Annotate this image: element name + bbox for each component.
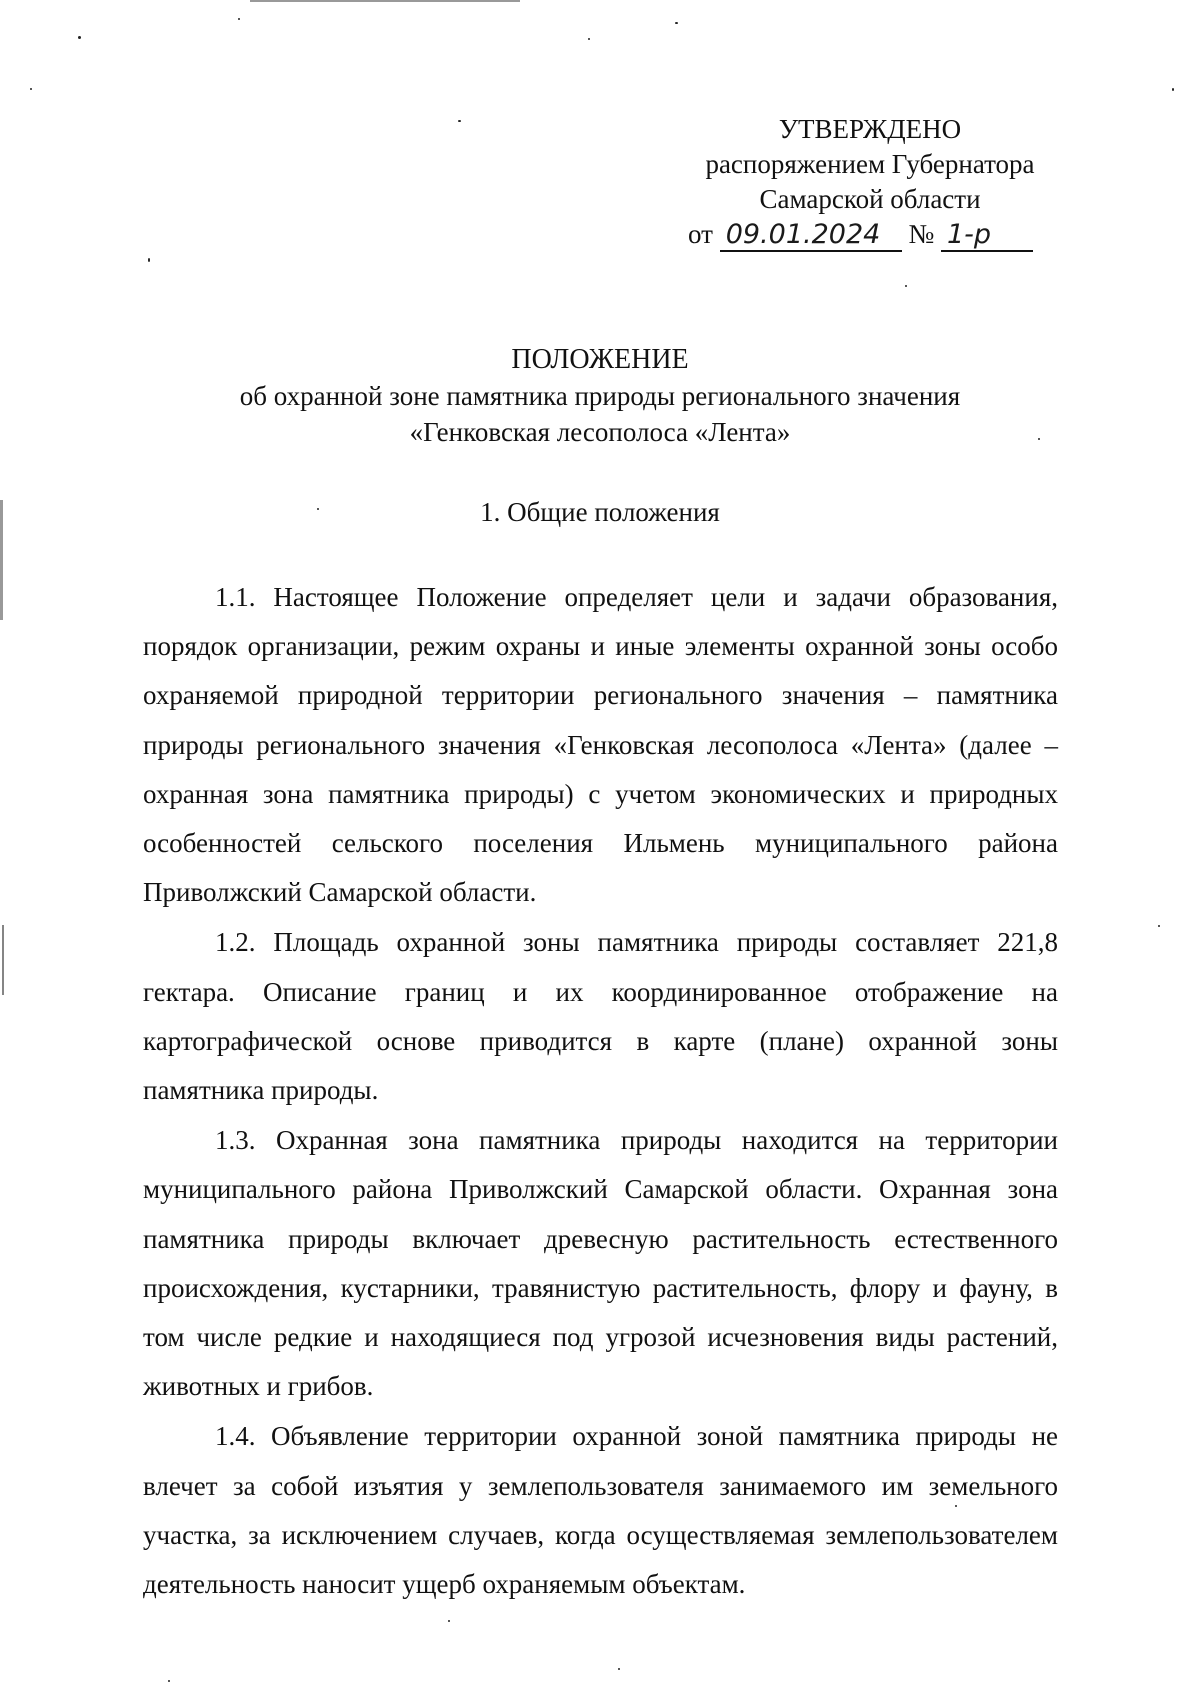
scan-speck: [78, 36, 81, 39]
handwritten-number: 1-р: [941, 220, 1033, 252]
scan-edge-mark: [0, 500, 3, 620]
scan-speck: [30, 88, 32, 90]
scan-speck: [588, 38, 590, 40]
document-title: ПОЛОЖЕНИЕ: [511, 344, 689, 375]
approval-order-line: распоряжением Губернатора: [705, 149, 1035, 179]
paragraph-1-3: 1.3. Охранная зона памятника природы находится на территории муниципального района Приволжский Самарской области. Охранная зона памятника природы включает древесную растительность естественного происхождения, кустарники, травянистую растительность, флору и фауну, в том числе редкие и находящиеся под угрозой исчезновения виды растений, животных и грибов.: [143, 1125, 1058, 1402]
approval-date-number-line: [660, 217, 1080, 252]
scan-speck: [905, 285, 907, 287]
paragraph-1-2: 1.2. Площадь охранной зоны памятника природы составляет 221,8 гектара. Описание границ и их координированное отображение на картографической основе приводится в карте (плане) охранной зоны памятника природы.: [143, 927, 1058, 1106]
paragraph-1-4: 1.4. Объявление территории охранной зоной памятника природы не влечет за собой изъятия у землепользователя занимаемого им земельного участка, за исключением случаев, когда осуществляемая землепользователем деятельность наносит ущерб охраняемым объектам.: [143, 1421, 1058, 1600]
document-subtitle-line-1: об охранной зоне памятника природы регионального значения: [239, 381, 961, 411]
date-prefix-label: от: [688, 219, 713, 249]
scan-speck: [618, 1668, 620, 1670]
document-body: [143, 573, 1058, 1609]
scan-edge-mark: [250, 0, 520, 2]
handwritten-date: 09.01.2024: [720, 220, 902, 252]
scan-speck: [317, 508, 319, 510]
scan-speck: [1172, 88, 1174, 91]
scan-speck: [448, 1620, 450, 1622]
section-heading: 1. Общие положения: [480, 497, 720, 527]
paragraph-1-1: 1.1. Настоящее Положение определяет цели и задачи образования, порядок организации, режим охраны и иные элементы охранной зоны особо охраняемой природной территории регионального значения – памятника природы регионального значения «Генковская лесополоса «Лента» (далее – охранная зона памятника природы) с учетом экономических и природных особенностей сельского поселения Ильмень муниципального района Приволжский Самарской области.: [143, 582, 1058, 908]
scan-speck: [458, 120, 461, 122]
scan-speck: [675, 22, 678, 24]
scan-speck: [955, 1505, 957, 1507]
scan-speck: [168, 1680, 170, 1682]
scan-speck: [1038, 438, 1040, 440]
approval-block: [660, 112, 1080, 252]
number-sign-label: №: [908, 219, 935, 249]
scan-speck: [1158, 925, 1160, 927]
scan-edge-mark: [2, 925, 4, 995]
document-title-block: [100, 342, 1100, 450]
scan-speck: [148, 258, 150, 262]
scan-speck: [238, 18, 240, 20]
document-subtitle-line-2: «Генковская лесополоса «Лента»: [409, 417, 791, 447]
approval-region-line: Самарской области: [759, 184, 981, 214]
approval-heading: УТВЕРЖДЕНО: [778, 114, 962, 144]
